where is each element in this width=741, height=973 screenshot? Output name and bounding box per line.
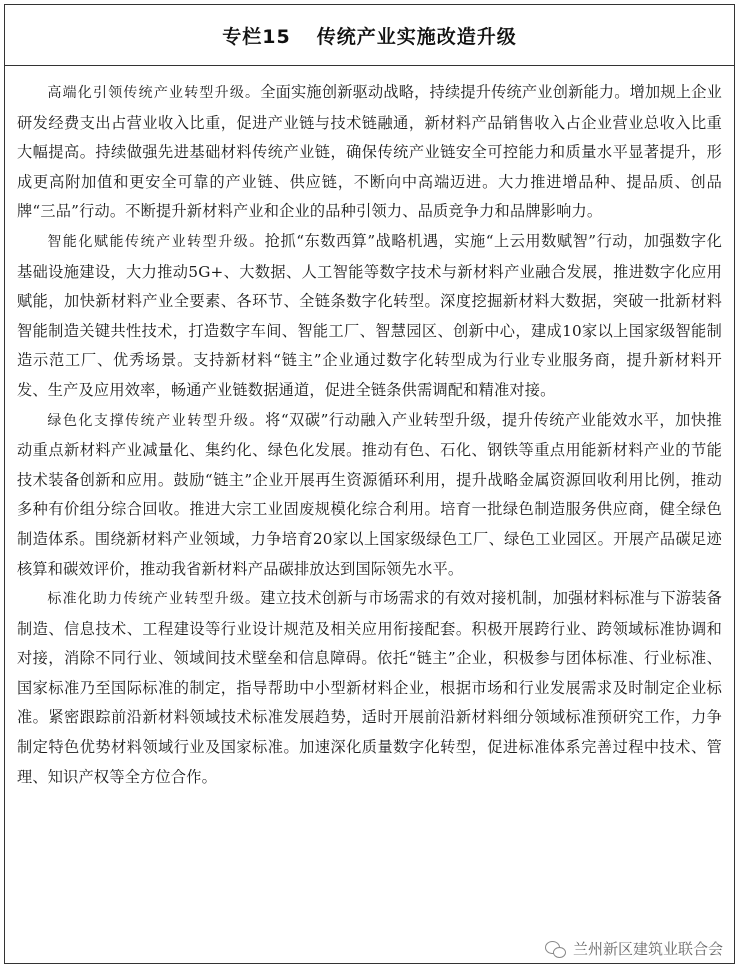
paragraph-standardization [17,584,722,792]
paragraph-lead: 绿色化支撑传统产业转型升级。 [47,412,266,429]
paragraph-text: 抢抓“东数西算”战略机遇，实施“上云用数赋智”行动，加强数字化基础设施建设，大力推动5G+、大数据、人工智能等数字技术与新材料产业融合发展，推进数字化应用赋能，加快新材料产业全要素、各环节、全链条数字化转型。深度挖掘新材料大数据，突破一批新材料智能制造关键共性技术，打造数字车间、智能工厂、智慧园区、创新中心，建成10家以上国家级智能制造示范工厂、优秀场景。支持新材料“链主”企业通过数字化转型成为行业专业服务商，提升新材料开发、生产及应用效率，畅通产业链数据通道，促进全链条供需调配和精准对接。 [17,231,722,399]
paragraph-lead: 高端化引领传统产业转型升级。 [47,85,261,101]
paragraph-lead: 标准化助力传统产业转型升级。 [47,591,261,608]
wechat-icon [545,940,567,958]
column-heading: 传统产业实施改造升级 [316,25,517,48]
paragraph-text: 全面实施创新驱动战略，持续提升传统产业创新能力。增加规上企业研发经费支出占营业收入比重，促进产业链与技术链融通，新材料产品销售收入占企业营业总收入比重大幅提高。持续做强先进基础材料传统产业链，确保传统产业链安全可控能力和质量水平显著提升，形成更高附加值和更安全可靠的产业链、供应链，不断向中高端迈进。大力推进增品种、提品质、创品牌“三品”行动。不断提升新材料产业和企业的品种引领力、品质竞争力和品牌影响力。 [17,83,722,221]
column-box [4,4,735,964]
column-body [5,66,734,792]
watermark-text: 兰州新区建筑业联合会 [572,940,723,958]
paragraph-intelligent [17,227,722,406]
paragraph-green [17,406,722,585]
paragraph-text: 将“双碳”行动融入产业转型升级，提升传统产业能效水平，加快推动重点新材料产业减量化、集约化、绿色化发展。推动有色、石化、钢铁等重点用能新材料产业的节能技术装备创新和应用。鼓励“链主”企业开展再生资源循环利用，提升战略金属资源回收利用比例，推动多种有价组分综合回收。推进大宗工业固废规模化综合利用。培育一批绿色制造服务供应商，健全绿色制造体系。围绕新材料产业领域，力争培育20家以上国家级绿色工厂、绿色工业园区。开展产品碳足迹核算和碳效评价，推动我省新材料产品碳排放达到国际领先水平。 [17,410,722,578]
column-number: 专栏15 [222,25,291,48]
column-title [222,22,516,49]
column-header [5,5,734,66]
watermark [545,938,723,959]
paragraph-lead: 智能化赋能传统产业转型升级。 [47,233,265,250]
paragraph-high-end [17,78,722,227]
paragraph-text: 建立技术创新与市场需求的有效对接机制，加强材料标准与下游装备制造、信息技术、工程建设等行业设计规范及相关应用衔接配套。积极开展跨行业、跨领域标准协调和对接，消除不同行业、领域间技术壁垒和信息障碍。依托“链主”企业，积极参与团体标准、行业标准、国家标准乃至国际标准的制定，指导帮助中小型新材料企业，根据市场和行业发展需求及时制定企业标准。紧密跟踪前沿新材料领域技术标准发展趋势，适时开展前沿新材料细分领域标准预研究工作，力争制定特色优势材料领域行业及国家标准。加速深化质量数字化转型，促进标准体系完善过程中技术、管理、知识产权等全方位合作。 [17,589,722,786]
